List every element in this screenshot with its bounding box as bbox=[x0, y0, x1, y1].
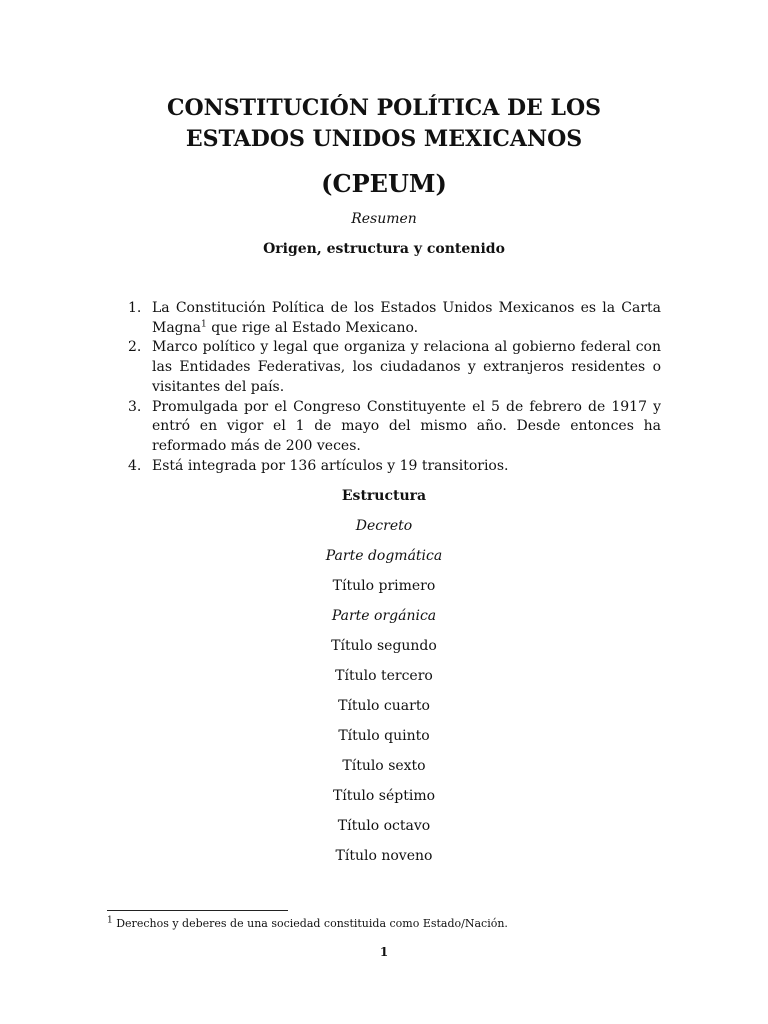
footnote-marker: 1 bbox=[107, 915, 113, 926]
list-item bbox=[125, 398, 661, 457]
list-item-number: 3. bbox=[128, 398, 142, 415]
list-item bbox=[125, 457, 661, 477]
list-item bbox=[125, 299, 661, 338]
summary-list bbox=[125, 299, 661, 476]
footnote-reference[interactable]: 1 bbox=[201, 319, 207, 330]
list-item-text: Está integrada por 136 artículos y 19 transitorios. bbox=[152, 457, 509, 474]
footnote bbox=[107, 916, 707, 932]
structure-item-decreto: Decreto bbox=[355, 518, 413, 534]
list-item-text: La Constitución Política de los Estados Unidos Mexicanos es la Carta Magna bbox=[152, 300, 661, 336]
estructura-list bbox=[0, 516, 768, 876]
list-item-number: 4. bbox=[128, 457, 142, 474]
structure-item-titulo-quinto: Título quinto bbox=[338, 728, 430, 744]
structure-item-titulo-noveno: Título noveno bbox=[335, 848, 433, 864]
page-number: 1 bbox=[379, 945, 389, 959]
list-item-text: Marco político y legal que organiza y relaciona al gobierno federal con las Entidades Federativas, los ciudadanos y extranjeros residentes o visitantes del país. bbox=[152, 339, 661, 395]
resumen-label: Resumen bbox=[351, 211, 417, 227]
list-item-number: 1. bbox=[128, 300, 142, 316]
structure-item-titulo-cuarto: Título cuarto bbox=[338, 698, 430, 714]
footnote-text: Derechos y deberes de una sociedad constituida como Estado/Nación. bbox=[112, 917, 508, 930]
structure-item-titulo-septimo: Título séptimo bbox=[332, 788, 436, 804]
structure-item-titulo-segundo: Título segundo bbox=[331, 638, 437, 654]
list-item-text-continued: que rige al Estado Mexicano. bbox=[206, 319, 419, 336]
structure-item-parte-dogmatica: Parte dogmática bbox=[325, 548, 443, 564]
list-item-number: 2. bbox=[128, 339, 142, 356]
estructura-heading: Estructura bbox=[341, 488, 427, 504]
list-item-text: Promulgada por el Congreso Constituyente el 5 de febrero de 1917 y entró en vigor el 1 de mayo del mismo año. Desde entonces ha reformado más de 200 veces. bbox=[152, 398, 661, 454]
document-title-line-2: ESTADOS UNIDOS MEXICANOS bbox=[185, 126, 583, 152]
document-title-line-1: CONSTITUCIÓN POLÍTICA DE LOS bbox=[166, 95, 602, 121]
section-subtitle: Origen, estructura y contenido bbox=[263, 241, 505, 257]
structure-item-titulo-sexto: Título sexto bbox=[342, 758, 426, 774]
document-title-abbreviation: (CPEUM) bbox=[321, 169, 447, 198]
structure-item-titulo-octavo: Título octavo bbox=[337, 818, 431, 834]
list-item bbox=[125, 338, 661, 397]
structure-item-titulo-tercero: Título tercero bbox=[335, 668, 433, 684]
footnote-separator bbox=[107, 910, 288, 911]
structure-item-titulo-primero: Título primero bbox=[332, 578, 436, 594]
structure-item-parte-organica: Parte orgánica bbox=[331, 608, 437, 624]
